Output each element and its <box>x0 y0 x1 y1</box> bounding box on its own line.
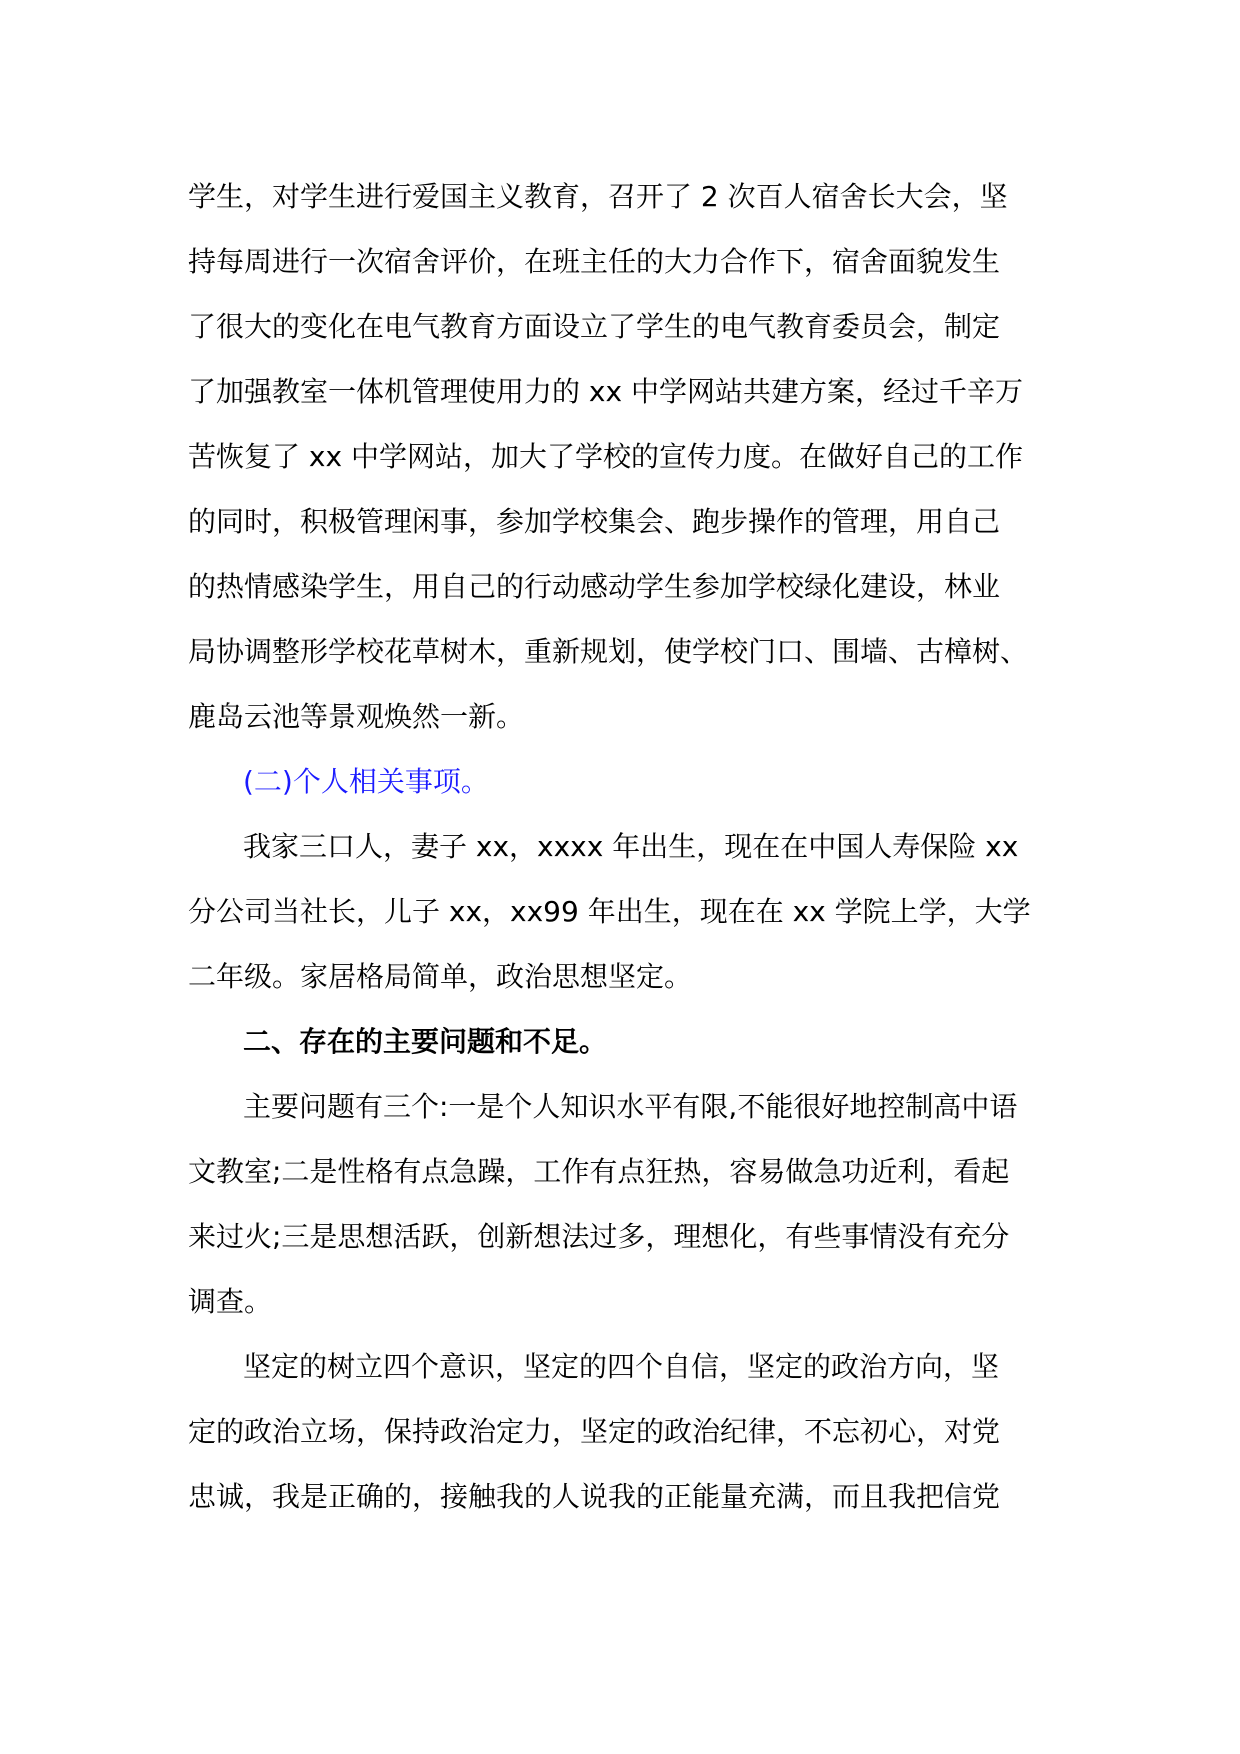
text-line: 学生，对学生进行爱国主义教育，召开了 2 次百人宿舍长大会，坚 <box>188 180 1008 213</box>
text-line: 文教室;二是性格有点急躁，工作有点狂热，容易做急功近利，看起 <box>188 1155 1010 1188</box>
text-line: 苦恢复了 xx 中学网站，加大了学校的宣传力度。在做好自己的工作 <box>188 440 1023 473</box>
text-line: 我家三口人，妻子 xx，xxxx 年出生，现在在中国人寿保险 xx <box>243 830 1019 863</box>
paragraph-family <box>188 814 1058 1009</box>
paragraph-problems <box>188 1074 1058 1334</box>
text-line: 来过火;三是思想活跃，创新想法过多，理想化，有些事情没有充分 <box>188 1220 1010 1253</box>
text-line: 主要问题有三个:一是个人知识水平有限,不能很好地控制高中语 <box>243 1090 1018 1123</box>
text-line: 分公司当社长，儿子 xx，xx99 年出生，现在在 xx 学院上学，大学 <box>188 895 1031 928</box>
text-line: 持每周进行一次宿舍评价，在班主任的大力合作下，宿舍面貌发生 <box>188 245 1001 278</box>
text-line: 了很大的变化在电气教育方面设立了学生的电气教育委员会，制定 <box>188 310 1001 343</box>
section-heading-personal: (二)个人相关事项。 <box>243 765 489 798</box>
document-page <box>188 164 1058 1529</box>
text-line: 鹿岛云池等景观焕然一新。 <box>188 700 525 733</box>
text-line: 了加强教室一体机管理使用力的 xx 中学网站共建方案，经过千辛万 <box>188 375 1023 408</box>
paragraph-political-stance <box>188 1334 1058 1529</box>
section-heading-problems: 二、存在的主要问题和不足。 <box>243 1025 608 1058</box>
text-line: 调查。 <box>188 1285 273 1318</box>
text-line: 的热情感染学生，用自己的行动感动学生参加学校绿化建设，林业 <box>188 570 1001 603</box>
text-line: 忠诚，我是正确的，接触我的人说我的正能量充满，而且我把信党 <box>188 1480 1001 1513</box>
paragraph-school-work <box>188 164 1058 749</box>
text-line: 的同时，积极管理闲事，参加学校集会、跑步操作的管理，用自己 <box>188 505 1001 538</box>
text-line: 局协调整形学校花草树木，重新规划，使学校门口、围墙、古樟树、 <box>188 635 1029 668</box>
text-line: 二年级。家居格局简单，政治思想坚定。 <box>188 960 693 993</box>
text-line: 定的政治立场，保持政治定力，坚定的政治纪律，不忘初心，对党 <box>188 1415 1001 1448</box>
text-line: 坚定的树立四个意识，坚定的四个自信，坚定的政治方向，坚 <box>243 1350 1000 1383</box>
